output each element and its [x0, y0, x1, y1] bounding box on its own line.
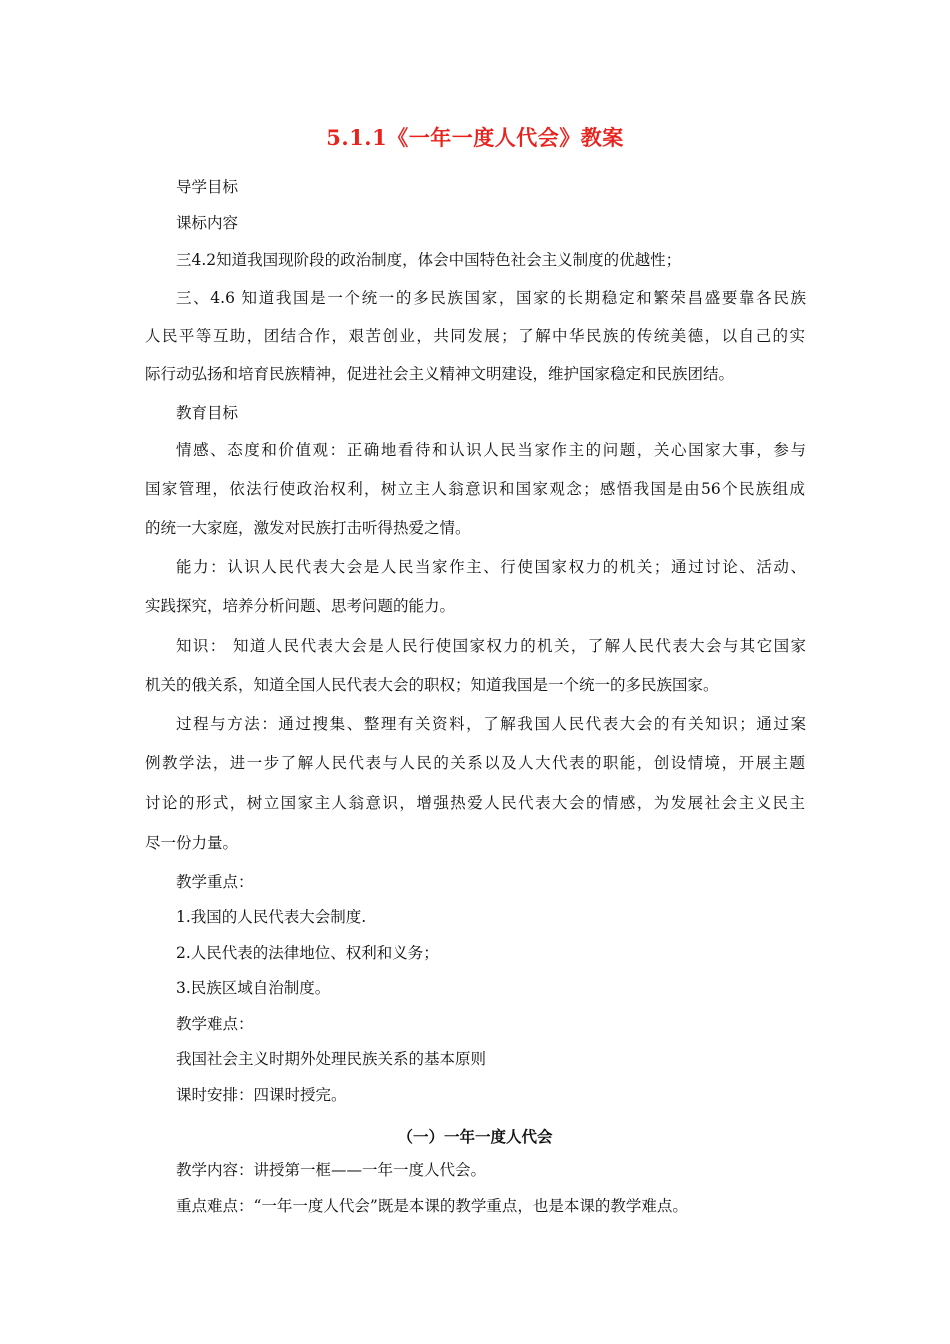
section-heading: （一）一年一度人代会: [397, 1127, 553, 1146]
document-title: 5.1.1《一年一度人代会》教案: [326, 125, 624, 150]
paragraph-line: 重点难点：“一年一度人代会”既是本课的教学重点，也是本课的教学难点。: [176, 1197, 688, 1215]
heading-difficulties: 教学难点：: [176, 1015, 254, 1033]
paragraph-line: 实践探究，培养分析问题、思考问题的能力。: [145, 597, 456, 615]
paragraph-line: 人民平等互助，团结合作，艰苦创业，共同发展；了解中华民族的传统美德，以自己的实: [145, 327, 805, 345]
paragraph-line: 的统一大家庭，激发对民族打击听得热爱之情。: [145, 519, 471, 537]
list-item: 2.人民代表的法律地位、权利和义务；: [176, 944, 439, 962]
paragraph-line: 知识： 知道人民代表大会是人民行使国家权力的机关，了解人民代表大会与其它国家: [176, 637, 806, 655]
paragraph-line: 讨论的形式，树立国家主人翁意识，增强热爱人民代表大会的情感，为发展社会主义民主: [145, 794, 805, 812]
list-item: 1.我国的人民代表大会制度.: [176, 908, 367, 926]
paragraph-line: 教学内容：讲授第一框——一年一度人代会。: [176, 1161, 487, 1179]
paragraph-line: 课时安排：四课时授完。: [176, 1086, 347, 1104]
paragraph-line: 国家管理，依法行使政治权利，树立主人翁意识和国家观念；感悟我国是由56个民族组成: [145, 480, 805, 498]
paragraph-line: 三4.2知道我国现阶段的政治制度，体会中国特色社会主义制度的优越性；: [176, 251, 682, 269]
paragraph-line: 情感、态度和价值观：正确地看待和认识人民当家作主的问题，关心国家大事，参与: [176, 441, 806, 459]
paragraph-line: 我国社会主义时期外处理民族关系的基本原则: [176, 1050, 487, 1068]
paragraph-line: 机关的俄关系，知道全国人民代表大会的职权；知道我国是一个统一的多民族国家。: [145, 676, 719, 694]
paragraph-line: 例教学法，进一步了解人民代表与人民的关系以及人大代表的职能，创设情境，开展主题: [145, 754, 805, 772]
heading-education-goals: 教育目标: [176, 404, 239, 422]
heading-curriculum: 课标内容: [176, 214, 239, 232]
paragraph-line: 际行动弘扬和培育民族精神，促进社会主义精神文明建设，维护国家稳定和民族团结。: [145, 365, 735, 383]
paragraph-line: 三、4.6 知道我国是一个统一的多民族国家，国家的长期稳定和繁荣昌盛要靠各民族: [176, 289, 806, 307]
heading-guide-goals: 导学目标: [176, 178, 239, 196]
heading-key-points: 教学重点：: [176, 873, 254, 891]
paragraph-line: 尽一份力量。: [145, 834, 239, 852]
paragraph-line: 能力：认识人民代表大会是人民当家作主、行使国家权力的机关；通过讨论、活动、: [176, 558, 806, 576]
list-item: 3.民族区域自治制度。: [176, 979, 331, 997]
paragraph-line: 过程与方法：通过搜集、整理有关资料，了解我国人民代表大会的有关知识；通过案: [176, 715, 806, 733]
